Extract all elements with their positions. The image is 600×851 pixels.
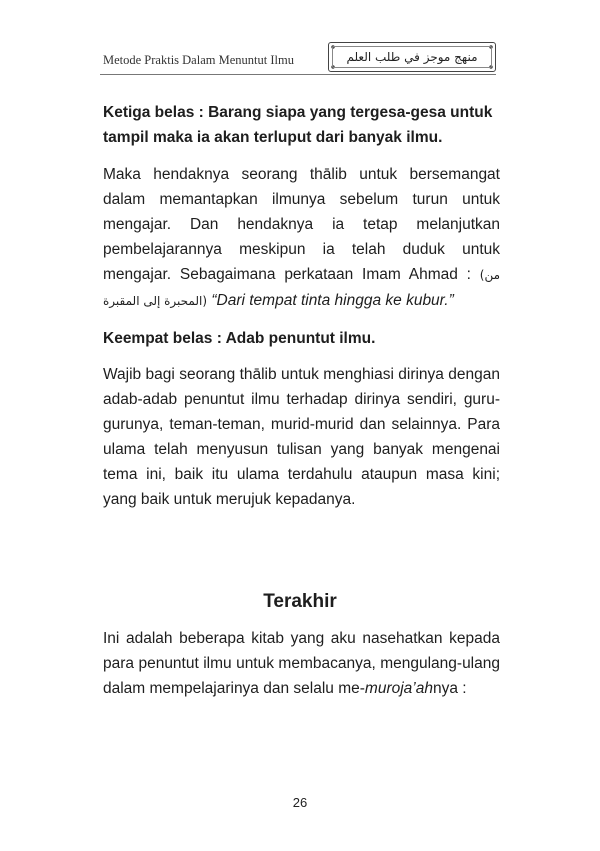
running-header: [100, 42, 496, 78]
header-divider: [100, 74, 496, 75]
arabic-quote: (من المحبرة إلى المقبرة): [103, 268, 500, 308]
section-heading-14: Keempat belas : Adab penuntut ilmu.: [103, 330, 376, 347]
quote-translation: “Dari tempat tinta hingga ke kubur.”: [211, 292, 454, 309]
closing-body: [103, 626, 500, 701]
section-body-13: [103, 162, 500, 314]
closing-content: [103, 626, 500, 701]
section-body-13-text: Maka hendaknya seorang thālib untuk bersemangat dalam memantapkan ilmunya sebelum turun untuk mengajar. Dan hendaknya ia tetap melanjutkan pembelajarannya meskipun ia telah duduk untuk mengajar. Sebagaimana perkataan Imam Ahmad :: [103, 166, 500, 283]
header-arabic-title: منهج موجز في طلب العلم: [346, 50, 478, 64]
section-heading-13: Ketiga belas : Barang siapa yang tergesa-gesa untuk tampil maka ia akan terluput dari banyak ilmu.: [103, 104, 493, 146]
page-number: 26: [292, 795, 308, 810]
closing-body-end: nya :: [432, 680, 467, 697]
ornamental-frame-icon: [328, 42, 496, 72]
section-body-14: Wajib bagi seorang thālib untuk menghiasi dirinya dengan adab-adab penuntut ilmu terhadap dirinya sendiri, guru-gurunya, teman-teman, murid-murid dan selainnya. Para ulama telah menyusun tulisan yang banyak mengenai tema ini, baik itu ulama terdahulu ataupun masa kini; yang baik untuk merujuk kepadanya.: [103, 366, 500, 508]
page-content: [103, 100, 500, 512]
header-book-title: Metode Praktis Dalam Menuntut Ilmu: [103, 53, 294, 67]
closing-italic-term: muroja’ah: [364, 680, 433, 697]
closing-body-text: Ini adalah beberapa kitab yang aku nasehatkan kepada para penuntut ilmu untuk membacanya, mengulang-ulang dalam mempelajarinya dan selalu me-: [103, 630, 500, 697]
closing-title: Terakhir: [263, 591, 337, 612]
